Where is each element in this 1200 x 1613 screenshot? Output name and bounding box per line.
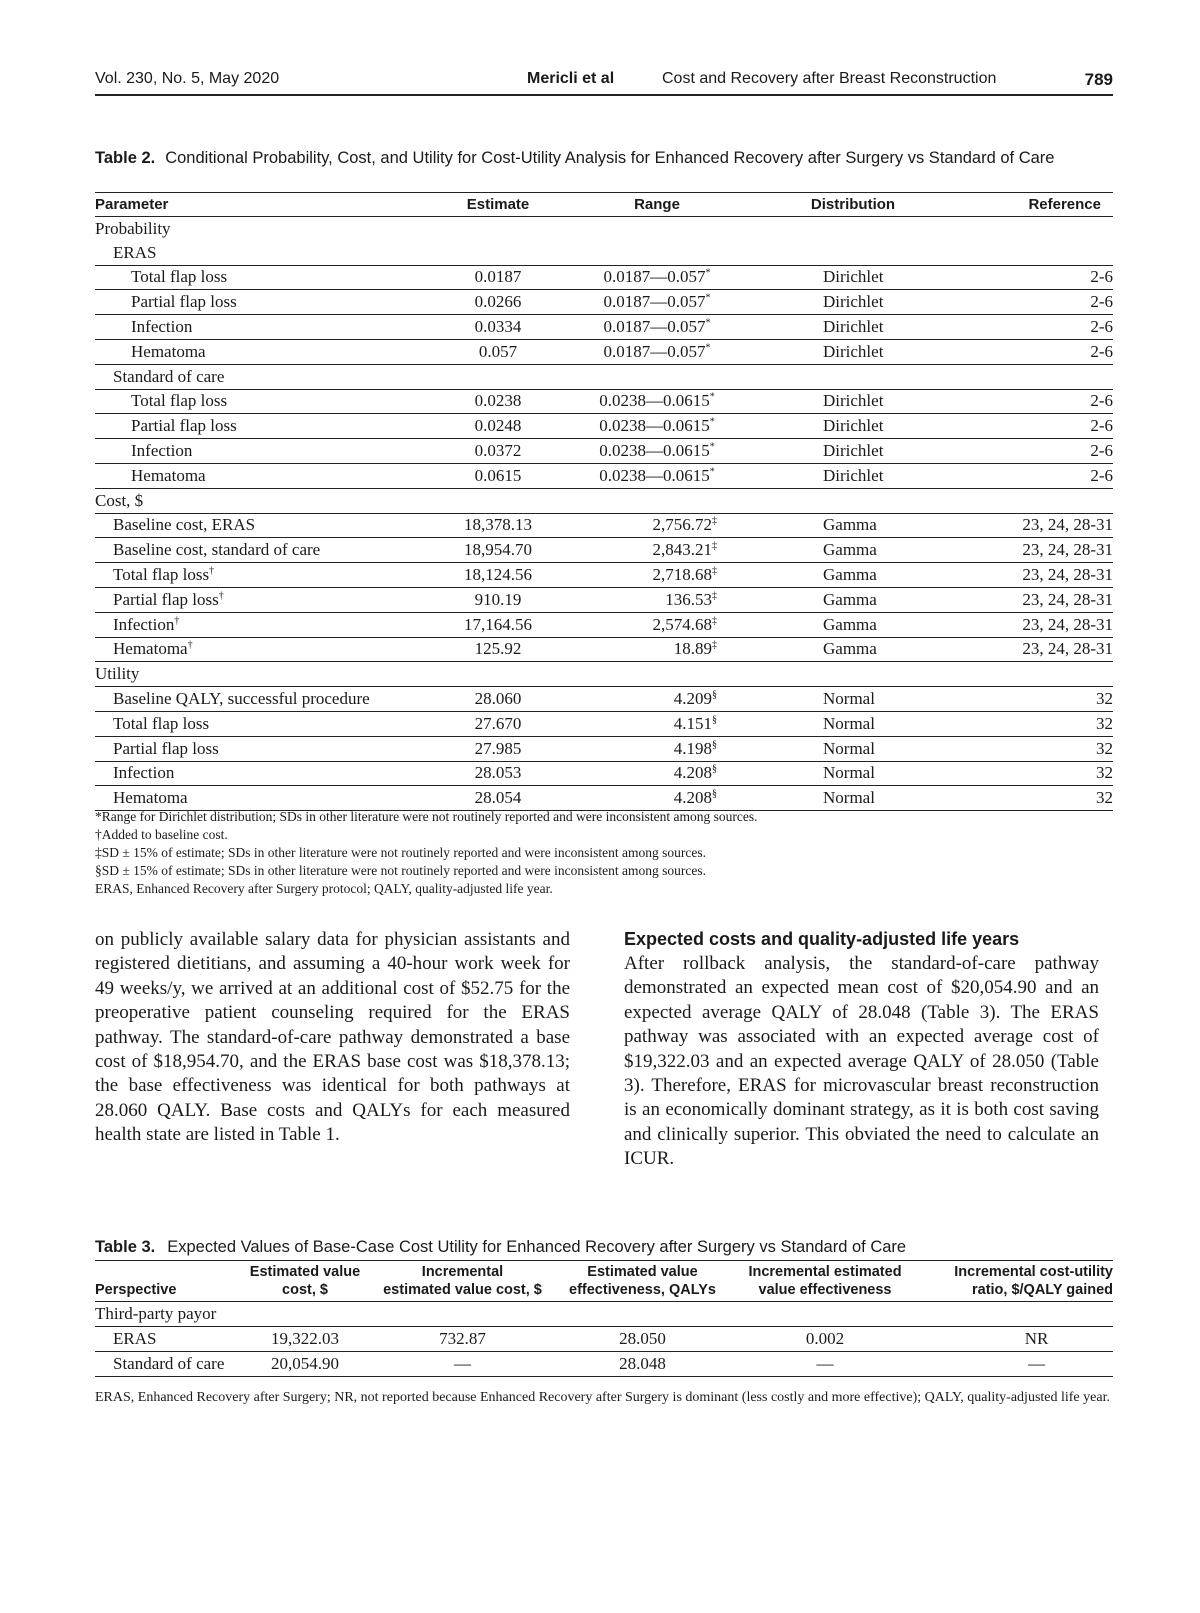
cell-distribution: Normal xyxy=(763,786,943,811)
parameter-label: Infection xyxy=(131,317,193,337)
footnote: §SD ± 15% of estimate; SDs in other literature were not routinely reported and were inconsistent among sources. xyxy=(95,863,707,878)
cell-perspective: ERAS xyxy=(95,1327,240,1352)
subgroup-row-standard-of-care xyxy=(95,364,1113,389)
range-value xyxy=(597,714,717,734)
footnote-mark: † xyxy=(218,590,224,602)
cell-reference: 23, 24, 28-31 xyxy=(943,538,1113,563)
cell-parameter xyxy=(95,414,445,439)
table2 xyxy=(95,192,1113,811)
body-column-left xyxy=(95,928,570,1148)
table2-label: Table 2. xyxy=(95,149,156,167)
parameter-label: Baseline cost, standard of care xyxy=(113,540,321,560)
range-text: 0.0187—0.057 xyxy=(603,292,706,312)
paragraph: After rollback analysis, the standard-of-care pathway demonstrated an expected mean cost of $20,054.90 and an expected average QALY of 28.048 (Table 3). The ERAS pathway was associated with an expected average cost of $19,322.03 and an expected average QALY of 28.050 (Table 3). Therefore, ERAS for microvascular breast reconstruction is an economically dominant strategy, as it is both cost saving and clinically superior. This obviated the need to calculate an ICUR. xyxy=(624,953,1099,1170)
range-text: 2,718.68 xyxy=(652,565,712,585)
parameter-label: Hematoma xyxy=(131,341,206,361)
footnote-mark: † xyxy=(174,614,180,626)
cell-distribution: Normal xyxy=(763,687,943,712)
cell-parameter xyxy=(95,736,445,761)
footnote-mark: § xyxy=(712,763,717,775)
cell-parameter xyxy=(95,339,445,364)
cell-distribution: Dirichlet xyxy=(763,439,943,464)
cell-estimate: 910.19 xyxy=(445,587,551,612)
cell-estimate: 0.0372 xyxy=(445,439,551,464)
footnote-mark: * xyxy=(709,416,715,428)
parameter-label: Baseline cost, ERAS xyxy=(113,515,256,535)
cell-distribution: Dirichlet xyxy=(763,290,943,315)
group-label: Utility xyxy=(95,662,1113,687)
range-text: 18.89 xyxy=(673,639,712,659)
table-row xyxy=(95,711,1113,736)
footnote-mark: * xyxy=(705,317,711,329)
cell-range xyxy=(551,265,763,290)
range-text: 0.0238—0.0615 xyxy=(599,441,710,461)
table-row xyxy=(95,563,1113,588)
author-names: Mericli et al xyxy=(527,70,615,87)
cell-estimated-effectiveness: 28.048 xyxy=(555,1352,730,1377)
table-row xyxy=(95,513,1113,538)
footnote-mark: § xyxy=(712,714,717,726)
cell-distribution: Gamma xyxy=(763,513,943,538)
table-row xyxy=(95,339,1113,364)
parameter-label: Baseline QALY, successful procedure xyxy=(113,689,370,709)
cell-parameter xyxy=(95,513,445,538)
footnote-mark: * xyxy=(705,292,711,304)
cell-incremental-cost: — xyxy=(370,1352,555,1377)
parameter-label: Partial flap loss xyxy=(113,738,219,758)
range-text: 0.0238—0.0615 xyxy=(599,391,710,411)
cell-reference: 2-6 xyxy=(943,290,1113,315)
parameter-label: Total flap loss xyxy=(131,391,228,411)
range-text: 4.208 xyxy=(673,788,712,808)
col-header-incremental-effectiveness: Incremental estimated value effectiveness xyxy=(730,1261,920,1302)
cell-reference: 2-6 xyxy=(943,315,1113,340)
cell-distribution: Dirichlet xyxy=(763,265,943,290)
cell-parameter xyxy=(95,711,445,736)
range-value xyxy=(597,788,717,808)
group-label: Cost, $ xyxy=(95,488,1113,513)
cell-incremental-effectiveness: — xyxy=(730,1352,920,1377)
parameter-label: Hematoma xyxy=(113,639,188,659)
cell-parameter xyxy=(95,538,445,563)
cell-reference: 2-6 xyxy=(943,463,1113,488)
cell-estimate: 125.92 xyxy=(445,637,551,662)
journal-volume: Vol. 230, No. 5, May 2020 xyxy=(95,70,280,87)
range-value xyxy=(551,292,763,312)
cell-range xyxy=(551,711,763,736)
table-row xyxy=(95,538,1113,563)
cell-range xyxy=(551,736,763,761)
article-short-title: Cost and Recovery after Breast Reconstruction xyxy=(662,70,997,87)
cell-incremental-cost: 732.87 xyxy=(370,1327,555,1352)
footnote-mark: ‡ xyxy=(712,614,717,626)
table-row xyxy=(95,736,1113,761)
cell-estimate: 0.057 xyxy=(445,339,551,364)
running-head xyxy=(95,66,1113,96)
table-row xyxy=(95,687,1113,712)
table-row xyxy=(95,463,1113,488)
table-row xyxy=(95,265,1113,290)
cell-reference: 2-6 xyxy=(943,414,1113,439)
cell-estimate: 27.985 xyxy=(445,736,551,761)
footnote-mark: † xyxy=(209,565,215,577)
range-value xyxy=(551,342,763,362)
cell-estimate: 28.054 xyxy=(445,786,551,811)
cell-estimate: 0.0248 xyxy=(445,414,551,439)
table3-label: Table 3. xyxy=(95,1238,156,1256)
cell-range xyxy=(551,463,763,488)
range-text: 0.0187—0.057 xyxy=(603,317,706,337)
footnote-mark: ‡ xyxy=(712,540,717,552)
range-text: 2,574.68 xyxy=(652,614,712,634)
cell-range xyxy=(551,315,763,340)
table3-header-row xyxy=(95,1261,1113,1302)
cell-parameter xyxy=(95,761,445,786)
subgroup-row-eras xyxy=(95,241,1113,265)
footnote-mark: § xyxy=(712,738,717,750)
cell-parameter xyxy=(95,637,445,662)
cell-distribution: Normal xyxy=(763,736,943,761)
col-header-icur: Incremental cost-utility ratio, $/QALY gained xyxy=(920,1261,1113,1302)
cell-parameter xyxy=(95,687,445,712)
cell-estimate: 28.060 xyxy=(445,687,551,712)
cell-estimate: 17,164.56 xyxy=(445,612,551,637)
cell-distribution: Dirichlet xyxy=(763,463,943,488)
table3-footnote xyxy=(95,1388,1113,1407)
col-header-estimate: Estimate xyxy=(445,193,551,217)
footnote-mark: ‡ xyxy=(712,639,717,651)
col-header-reference: Reference xyxy=(943,193,1113,217)
footnote-mark: † xyxy=(187,639,193,651)
cell-distribution: Gamma xyxy=(763,563,943,588)
group-row-cost xyxy=(95,488,1113,513)
cell-range xyxy=(551,414,763,439)
cell-reference: 2-6 xyxy=(943,389,1113,414)
table-row xyxy=(95,1352,1113,1377)
range-value xyxy=(597,689,717,709)
range-text: 0.0187—0.057 xyxy=(603,267,706,287)
cell-distribution: Gamma xyxy=(763,637,943,662)
cell-parameter xyxy=(95,265,445,290)
range-text: 2,843.21 xyxy=(652,540,712,560)
cell-range xyxy=(551,439,763,464)
table3-caption xyxy=(95,1238,906,1257)
footnote-mark: § xyxy=(712,788,717,800)
cell-estimated-cost: 20,054.90 xyxy=(240,1352,370,1377)
cell-range xyxy=(551,563,763,588)
cell-distribution: Dirichlet xyxy=(763,389,943,414)
cell-reference: 23, 24, 28-31 xyxy=(943,637,1113,662)
cell-reference: 32 xyxy=(943,736,1113,761)
footnote: ERAS, Enhanced Recovery after Surgery; NR, not reported because Enhanced Recovery after Surgery is dominant (less costly and more effective); QALY, quality-adjusted life year. xyxy=(95,1390,1110,1405)
parameter-label: Total flap loss xyxy=(131,267,228,287)
cell-reference: 23, 24, 28-31 xyxy=(943,587,1113,612)
cell-estimate: 18,954.70 xyxy=(445,538,551,563)
cell-parameter xyxy=(95,315,445,340)
table3-title: Expected Values of Base-Case Cost Utility for Enhanced Recovery after Surgery vs Standard of Care xyxy=(167,1238,907,1256)
parameter-label: Partial flap loss xyxy=(131,416,237,436)
cell-reference: 32 xyxy=(943,786,1113,811)
page-number: 789 xyxy=(1084,70,1113,89)
table-row xyxy=(95,389,1113,414)
range-text: 0.0238—0.0615 xyxy=(599,465,710,485)
cell-icur: NR xyxy=(920,1327,1113,1352)
group-row-third-party-payor xyxy=(95,1302,1113,1327)
footnote: †Added to baseline cost. xyxy=(95,827,228,842)
subgroup-label: Standard of care xyxy=(95,364,1113,389)
table-row xyxy=(95,612,1113,637)
cell-parameter xyxy=(95,563,445,588)
cell-distribution: Dirichlet xyxy=(763,315,943,340)
paragraph: on publicly available salary data for physician assistants and registered dietitians, and assuming a 40-hour work week for 49 weeks/y, we arrived at an additional cost of $52.75 for the preoperative patient counseling required for the ERAS pathway. The standard-of-care pathway demonstrated a base cost of $18,954.70, and the ERAS base cost was $18,378.13; the base effectiveness was identical for both pathways at 28.060 QALY. Base costs and QALYs for each measured health state are listed in Table 1. xyxy=(95,929,570,1146)
cell-distribution: Gamma xyxy=(763,587,943,612)
range-value xyxy=(551,416,763,436)
range-text: 136.53 xyxy=(665,589,712,609)
cell-range xyxy=(551,637,763,662)
cell-distribution: Normal xyxy=(763,711,943,736)
cell-parameter xyxy=(95,290,445,315)
cell-parameter xyxy=(95,389,445,414)
range-value xyxy=(597,540,717,560)
range-text: 0.0187—0.057 xyxy=(603,341,706,361)
table-row xyxy=(95,786,1113,811)
parameter-label: Infection xyxy=(113,614,175,634)
footnote-mark: ‡ xyxy=(712,515,717,527)
cell-range xyxy=(551,389,763,414)
range-value xyxy=(597,763,717,783)
parameter-label: Partial flap loss xyxy=(131,292,237,312)
parameter-label: Infection xyxy=(113,763,175,783)
cell-reference: 32 xyxy=(943,687,1113,712)
body-column-right xyxy=(624,928,1099,1172)
cell-range xyxy=(551,339,763,364)
range-value xyxy=(551,441,763,461)
parameter-label: Hematoma xyxy=(131,465,206,485)
parameter-label: Total flap loss xyxy=(113,565,210,585)
range-value xyxy=(597,639,717,659)
cell-range xyxy=(551,513,763,538)
cell-range xyxy=(551,786,763,811)
cell-estimate: 28.053 xyxy=(445,761,551,786)
cell-distribution: Dirichlet xyxy=(763,339,943,364)
cell-incremental-effectiveness: 0.002 xyxy=(730,1327,920,1352)
cell-range xyxy=(551,290,763,315)
footnote: ERAS, Enhanced Recovery after Surgery protocol; QALY, quality-adjusted life year. xyxy=(95,881,553,896)
subgroup-label: ERAS xyxy=(95,241,1113,265)
cell-estimate: 0.0187 xyxy=(445,265,551,290)
cell-range xyxy=(551,612,763,637)
range-text: 4.208 xyxy=(673,763,712,783)
cell-reference: 23, 24, 28-31 xyxy=(943,513,1113,538)
cell-parameter xyxy=(95,463,445,488)
parameter-label: Total flap loss xyxy=(113,713,210,733)
cell-reference: 32 xyxy=(943,761,1113,786)
table3 xyxy=(95,1260,1113,1377)
col-header-range: Range xyxy=(551,193,763,217)
footnote-mark: * xyxy=(705,342,711,354)
range-text: 4.151 xyxy=(673,713,712,733)
cell-estimate: 18,378.13 xyxy=(445,513,551,538)
group-label: Third-party payor xyxy=(95,1302,1113,1327)
footnote-mark: * xyxy=(705,267,711,279)
parameter-label: Hematoma xyxy=(113,788,188,808)
cell-range xyxy=(551,538,763,563)
cell-distribution: Normal xyxy=(763,761,943,786)
range-value xyxy=(551,391,763,411)
cell-parameter xyxy=(95,439,445,464)
group-label: Probability xyxy=(95,218,171,238)
cell-estimate: 27.670 xyxy=(445,711,551,736)
table-row xyxy=(95,587,1113,612)
cell-distribution: Dirichlet xyxy=(763,414,943,439)
range-value xyxy=(597,739,717,759)
cell-distribution: Gamma xyxy=(763,612,943,637)
range-value xyxy=(597,565,717,585)
footnote-mark: * xyxy=(709,391,715,403)
range-value xyxy=(551,317,763,337)
table2-footnotes xyxy=(95,808,1113,898)
range-value xyxy=(551,267,763,287)
parameter-label: Infection xyxy=(131,441,193,461)
footnote: ‡SD ± 15% of estimate; SDs in other literature were not routinely reported and were inconsistent among sources. xyxy=(95,845,707,860)
col-header-incremental-cost: Incremental estimated value cost, $ xyxy=(370,1261,555,1302)
cell-estimated-cost: 19,322.03 xyxy=(240,1327,370,1352)
cell-perspective: Standard of care xyxy=(95,1352,240,1377)
cell-parameter xyxy=(95,612,445,637)
table2-title: Conditional Probability, Cost, and Utility for Cost-Utility Analysis for Enhanced Recovery after Surgery vs Standard of Care xyxy=(165,149,1055,167)
table-row xyxy=(95,290,1113,315)
cell-reference: 32 xyxy=(943,711,1113,736)
table2-caption xyxy=(95,148,1113,168)
table-row xyxy=(95,315,1113,340)
table-row xyxy=(95,637,1113,662)
parameter-label: Partial flap loss xyxy=(113,589,219,609)
cell-reference: 23, 24, 28-31 xyxy=(943,563,1113,588)
cell-reference: 23, 24, 28-31 xyxy=(943,612,1113,637)
range-text: 0.0238—0.0615 xyxy=(599,416,710,436)
col-header-estimated-cost: Estimated value cost, $ xyxy=(240,1261,370,1302)
footnote-mark: * xyxy=(709,441,715,453)
range-text: 4.198 xyxy=(673,738,712,758)
col-header-parameter: Parameter xyxy=(95,193,445,217)
range-value xyxy=(597,590,717,610)
col-header-estimated-effectiveness: Estimated value effectiveness, QALYs xyxy=(555,1261,730,1302)
footnote-mark: * xyxy=(709,466,715,478)
cell-reference: 2-6 xyxy=(943,265,1113,290)
cell-parameter xyxy=(95,587,445,612)
footnote-mark: ‡ xyxy=(712,590,717,602)
cell-estimate: 0.0266 xyxy=(445,290,551,315)
group-row-utility xyxy=(95,662,1113,687)
footnote-mark: ‡ xyxy=(712,565,717,577)
cell-estimate: 18,124.56 xyxy=(445,563,551,588)
cell-estimate: 0.0334 xyxy=(445,315,551,340)
cell-range xyxy=(551,761,763,786)
cell-icur: — xyxy=(920,1352,1113,1377)
cell-range xyxy=(551,687,763,712)
table-row xyxy=(95,1327,1113,1352)
footnote-mark: § xyxy=(712,689,717,701)
cell-estimate: 0.0238 xyxy=(445,389,551,414)
cell-distribution: Gamma xyxy=(763,538,943,563)
range-text: 2,756.72 xyxy=(652,515,712,535)
col-header-distribution: Distribution xyxy=(763,193,943,217)
cell-parameter xyxy=(95,786,445,811)
table2-header-row xyxy=(95,193,1113,217)
table-row xyxy=(95,414,1113,439)
cell-range xyxy=(551,587,763,612)
table-row xyxy=(95,761,1113,786)
group-row-probability xyxy=(95,217,1113,241)
cell-reference: 2-6 xyxy=(943,339,1113,364)
cell-estimated-effectiveness: 28.050 xyxy=(555,1327,730,1352)
cell-estimate: 0.0615 xyxy=(445,463,551,488)
range-value xyxy=(551,466,763,486)
range-value xyxy=(597,615,717,635)
range-value xyxy=(597,515,717,535)
table-row xyxy=(95,439,1113,464)
footnote: *Range for Dirichlet distribution; SDs in other literature were not routinely reported and were inconsistent among sources. xyxy=(95,809,758,824)
section-heading: Expected costs and quality-adjusted life years xyxy=(624,929,1020,949)
range-text: 4.209 xyxy=(673,689,712,709)
cell-reference: 2-6 xyxy=(943,439,1113,464)
col-header-perspective: Perspective xyxy=(95,1261,240,1302)
